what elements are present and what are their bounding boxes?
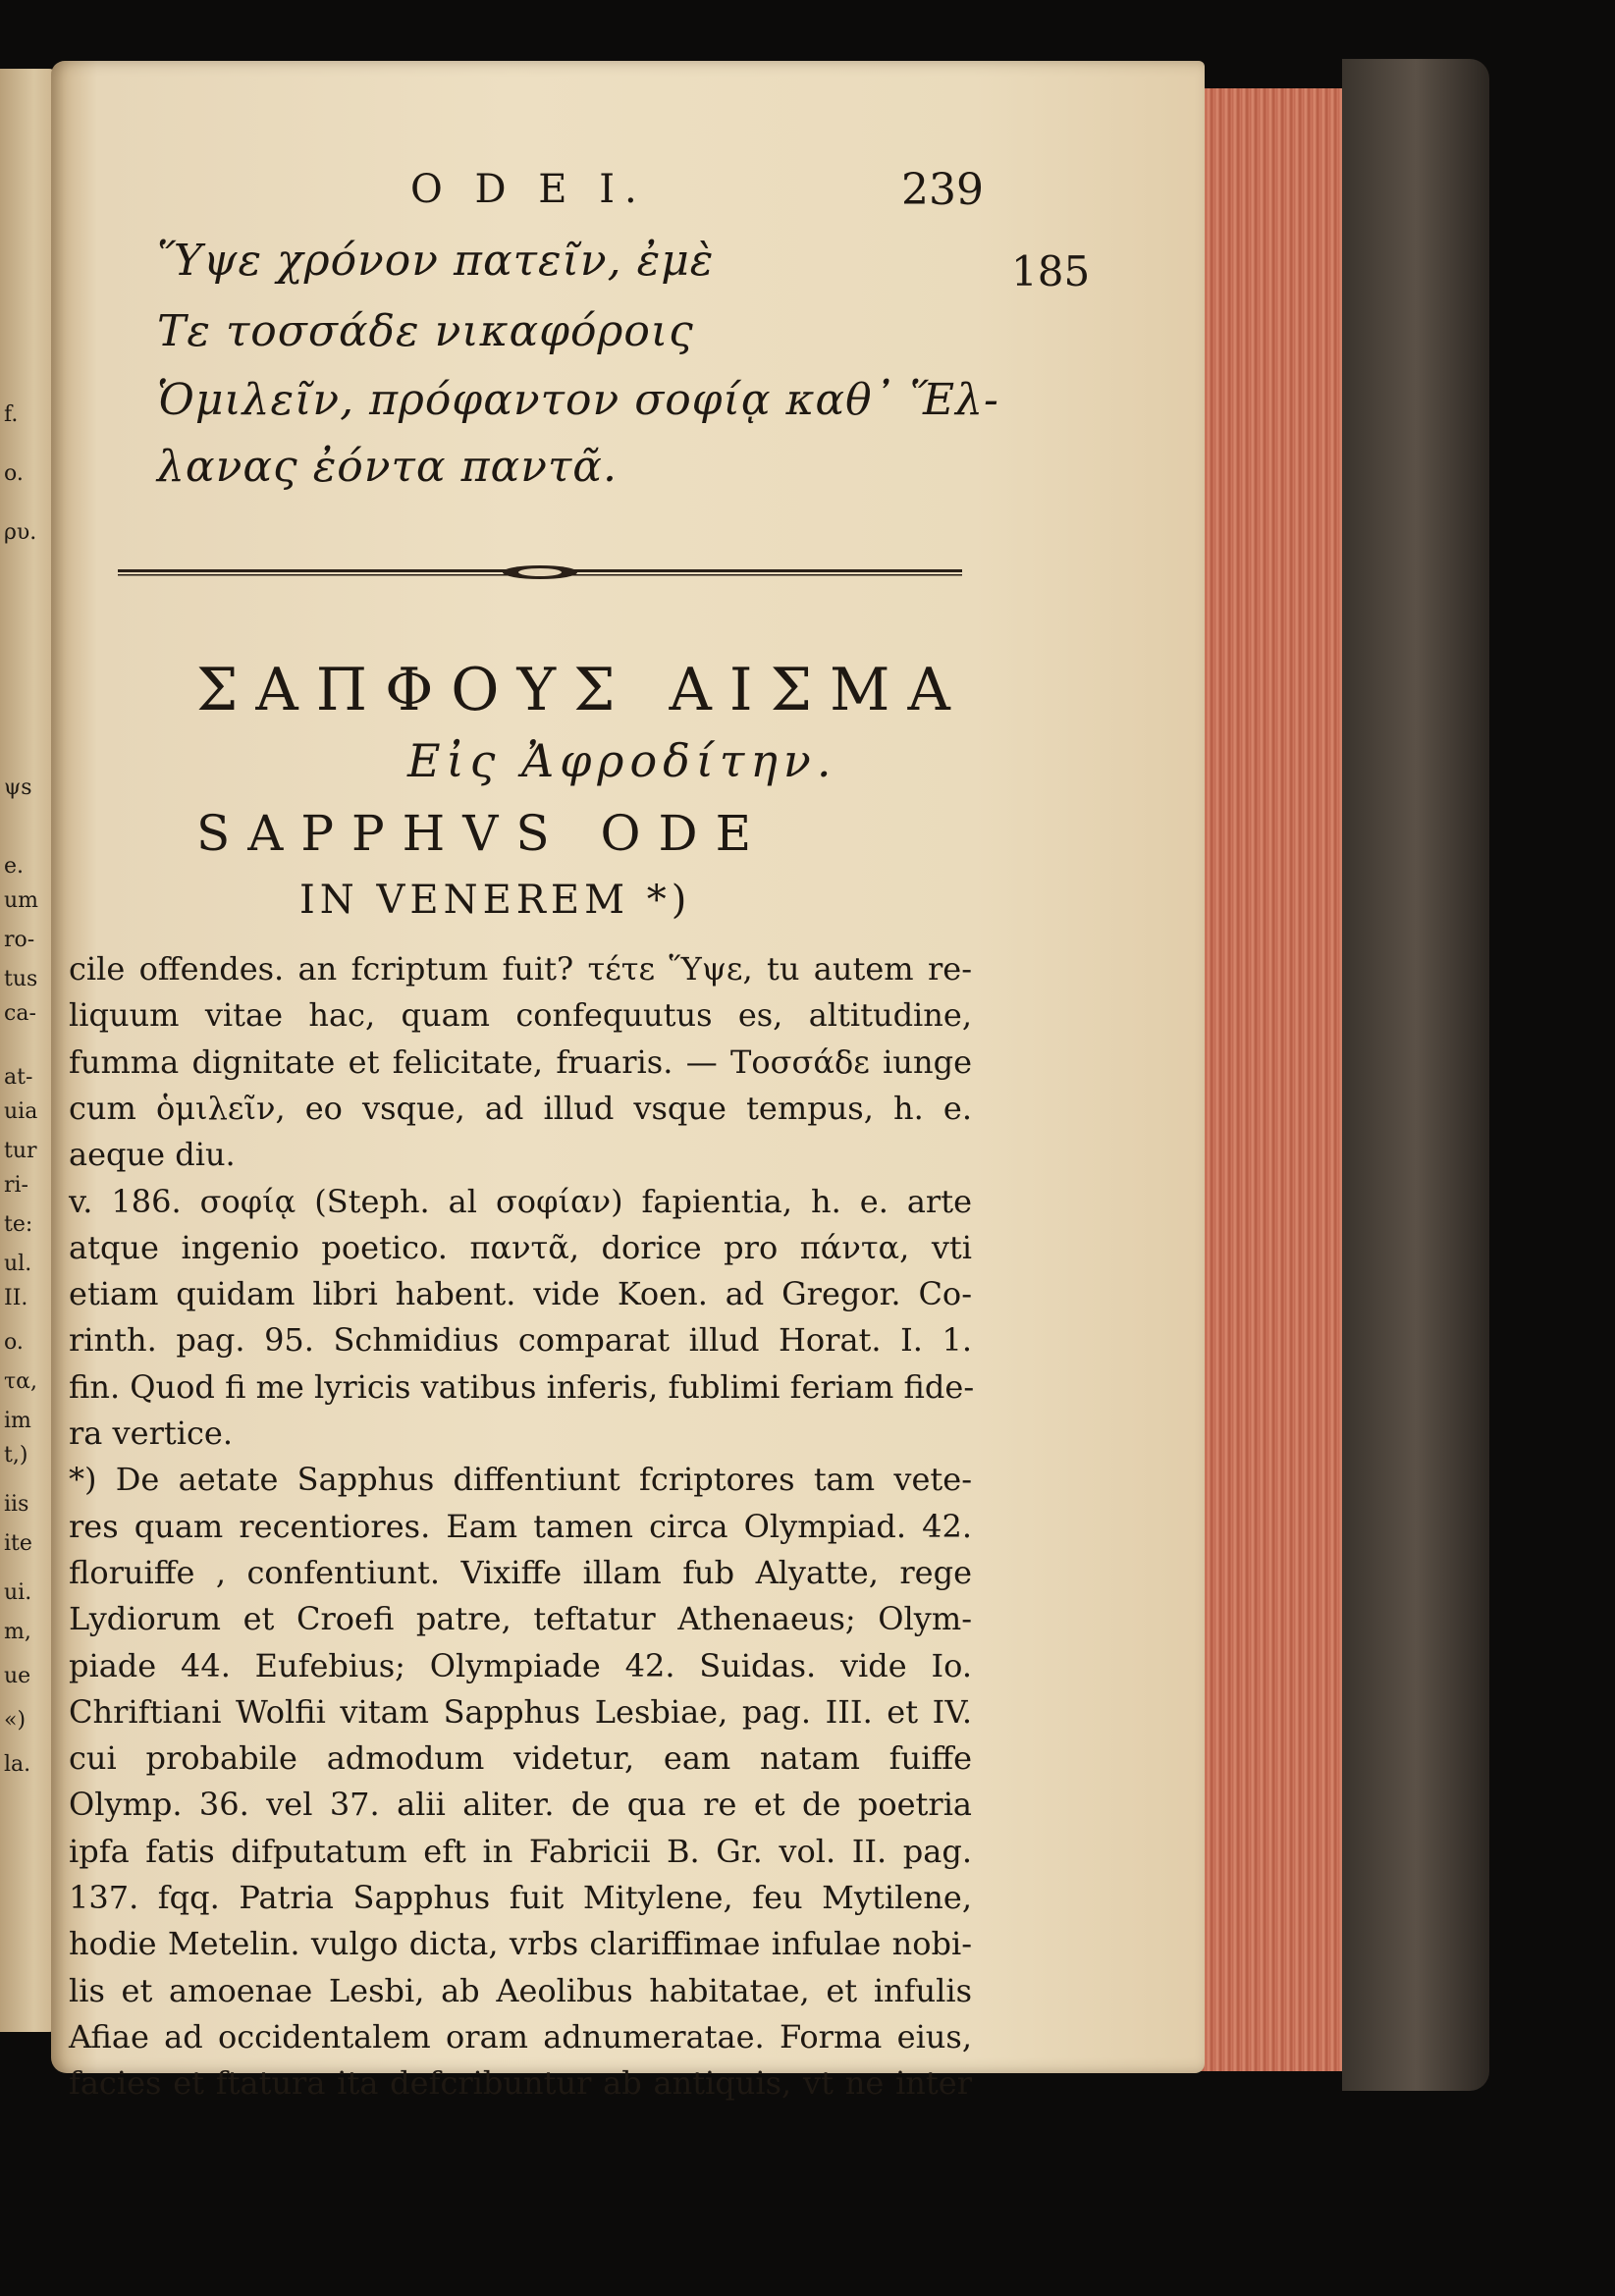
left-page-fragment: ca- [4,1001,36,1026]
left-page-fragment: iis [4,1492,29,1517]
left-page-fragment: im [4,1409,31,1433]
note-line: res quam recentiores. Eam tamen circa Olympiad. 42. [69,1507,972,1545]
left-page-fragment: uia [4,1099,38,1124]
left-page-fragment: tur [4,1139,37,1163]
note-line: hodie Metelin. vulgo dicta, vrbs clariffimae infulae nobi- [69,1925,972,1963]
left-page-fragment: ro- [4,928,35,952]
page-edges [1185,88,1345,2071]
left-page-fragment: t,) [4,1443,28,1468]
running-head: O D E I. [410,167,647,212]
note-line: Olymp. 36. vel 37. alii aliter. de qua re et de poetria [69,1786,972,1824]
left-page-fragment: la. [4,1752,31,1777]
left-page-fragment: ul. [4,1252,32,1276]
poem-line: Ὁμιλεῖν, πρόφαντον σοφίᾳ καθ᾽ Ἕλ- [157,375,999,425]
poem-line: Ὕψε χρόνον πατεῖν, ἐμὲ [157,236,715,286]
left-page-fragment: o. [4,461,24,486]
latin-subtitle: IN VENEREM *) [299,878,692,923]
poem-line: λανας ἐόντα παντᾶ. [157,442,618,492]
note-line: Chriftiani Wolfii vitam Sapphus Lesbiae, pag. III. et IV. [69,1692,972,1731]
left-page-fragment: ψs [4,775,32,800]
left-page-fragment: tus [4,967,38,991]
ornament-divider [118,564,962,580]
note-line: liquum vitae hac, quam confequutus es, altitudine, [69,996,972,1035]
note-line: atque ingenio poetico. παντᾶ, dorice pro πάντα, vti [69,1228,972,1266]
left-page-fragment: o. [4,1330,24,1355]
left-page-fragment: ρυ. [4,520,37,545]
book-cover [1342,59,1489,2091]
page-number: 239 [901,165,984,215]
left-page-fragment: at- [4,1065,33,1090]
latin-title: SAPPHVS ODE [196,805,770,862]
note-line: rinth. pag. 95. Schmidius comparat illud Horat. I. 1. [69,1321,972,1360]
note-line: cui probabile admodum videtur, eam natam fuiffe [69,1739,972,1778]
left-page-fragment: ri- [4,1173,28,1198]
note-line: ipfa fatis difputatum eft in Fabricii B. Gr. vol. II. pag. [69,1832,972,1870]
left-page-fragment: m, [4,1620,31,1644]
note-line: floruiffe , confentiunt. Vixiffe illam fub Alyatte, rege [69,1553,972,1591]
note-line: fumma dignitate et felicitate, fruaris. — Τοσσάδε iunge [69,1042,972,1081]
note-line: fin. Quod fi me lyricis vatibus inferis, fublimi feriam fide- [69,1367,975,1406]
left-page-fragment: ue [4,1664,31,1688]
note-line: etiam quidam libri habent. vide Koen. ad Gregor. Co- [69,1275,972,1313]
note-line: 137. fqq. Patria Sapphus fuit Mitylene, feu Mytilene, [69,1879,972,1916]
poem-line: Τε τοσσάδε νικαφόροις [157,306,694,356]
note-line: cum ὁμιλεῖν, eo vsque, ad illud vsque tempus, h. e. [69,1089,972,1127]
left-page-fragment: ui. [4,1580,32,1605]
verse-number: 185 [1011,247,1091,295]
left-page-fragment: e. [4,854,25,879]
left-page-edge [0,69,57,2032]
note-line: cile offendes. an fcriptum fuit? τέτε Ὕψε, tu autem re- [69,950,972,988]
left-page-fragment: II. [4,1286,28,1310]
left-page-fragment: ite [4,1531,32,1556]
left-page-fragment: τα, [4,1369,38,1394]
left-page-fragment: f. [4,402,19,427]
note-line: lis et amoenae Lesbi, ab Aeolibus habitatae, et infulis [69,1971,972,2009]
left-page-fragment: te: [4,1212,33,1237]
greek-subtitle: Εἰς Ἀφροδίτην. [407,734,837,787]
note-line: Lydiorum et Croefi patre, teftatur Athenaeus; Olym- [69,1600,972,1638]
note-line: v. 186. σοφίᾳ (Steph. al σοφίαν) fapientia, h. e. arte [69,1182,972,1220]
note-line: Afiae ad occidentalem oram adnumeratae. Forma eius, [69,2017,972,2056]
left-page-fragment: um [4,888,39,913]
note-line: aeque diu. [69,1136,236,1174]
note-line: *) De aetate Sapphus diffentiunt fcriptores tam vete- [69,1461,972,1499]
note-line: ra vertice. [69,1415,233,1452]
note-line: facies et ftatura ita defcribuntur ab antiquis, vt ne inter [69,2064,972,2103]
greek-title: ΣΑΠΦΟΥΣ ΑΙΣΜΑ [196,656,968,724]
note-line: piade 44. Eufebius; Olympiade 42. Suidas. vide Io. [69,1646,972,1684]
left-page-fragment: «) [4,1708,27,1733]
